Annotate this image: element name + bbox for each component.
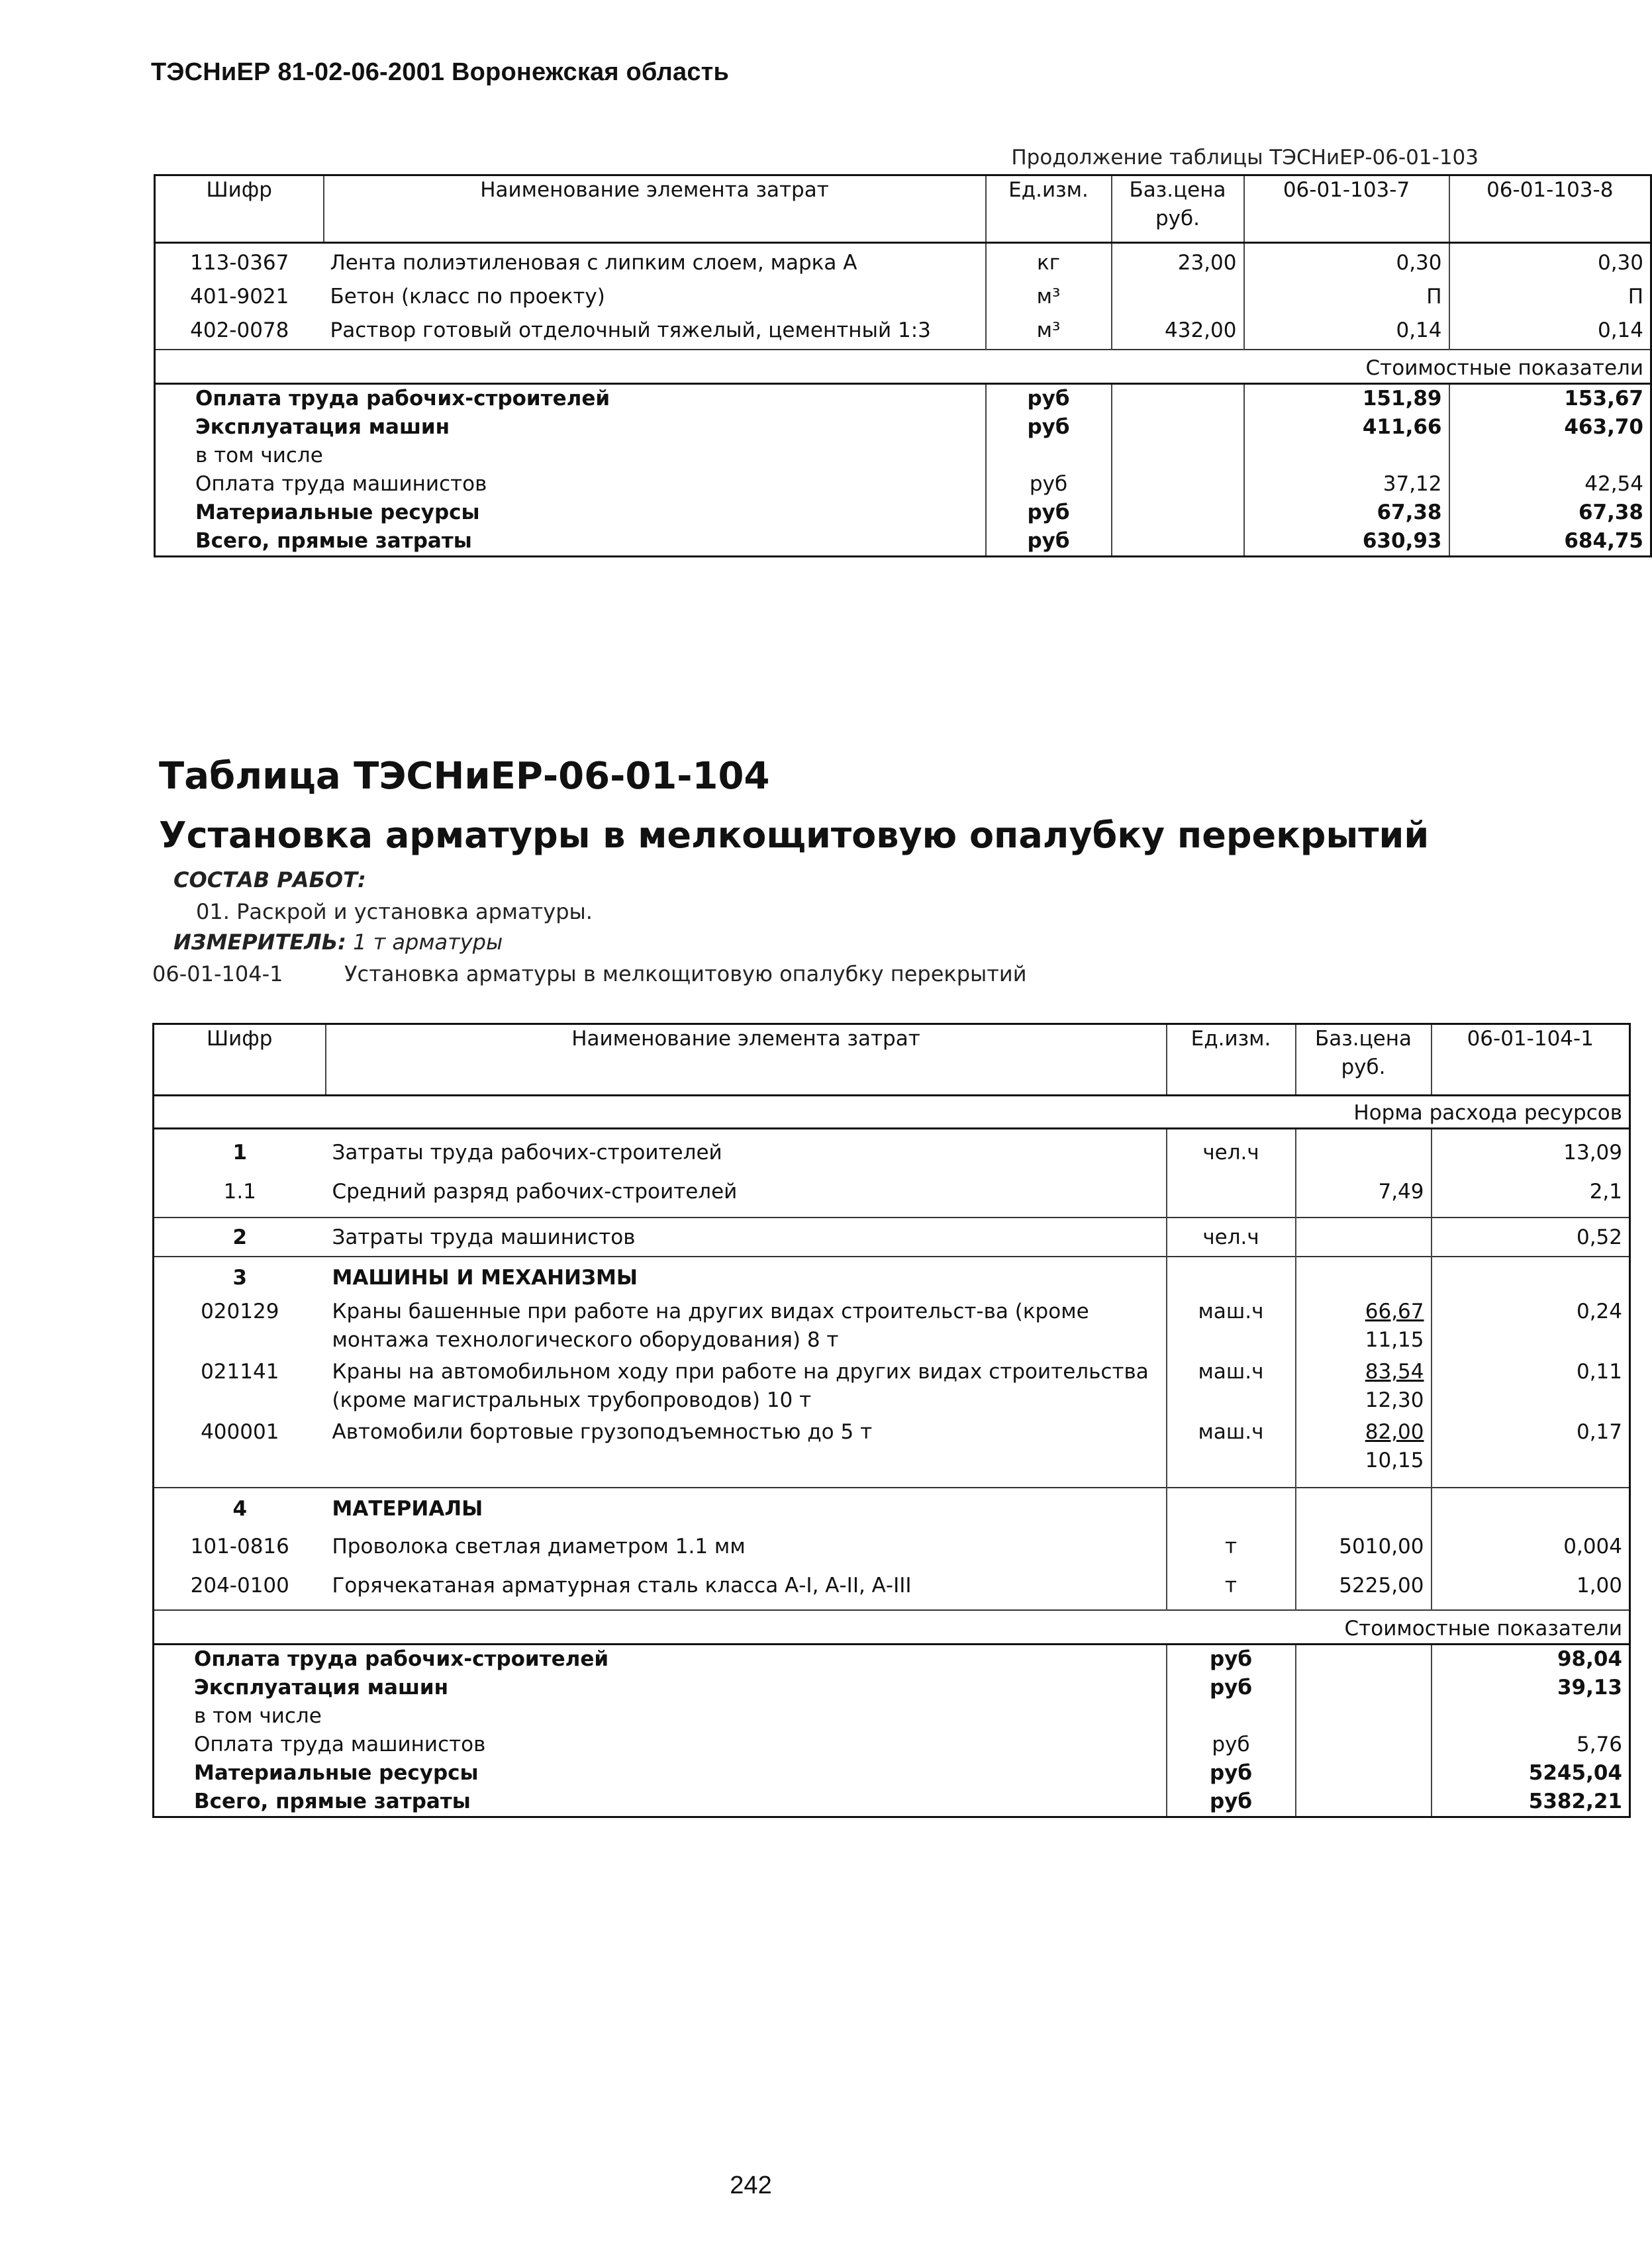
row-code: 402-0078 (190, 318, 289, 342)
row-code: 101-0816 (190, 1535, 289, 1558)
col-header-name: Наименование элемента затрат (326, 1024, 1167, 1096)
summary-label: в том числе (155, 442, 986, 470)
table-title: Таблица ТЭСНиЕР-06-01-104 (159, 755, 770, 798)
row-price (1112, 277, 1244, 311)
summary-unit: руб (986, 527, 1112, 557)
row-unit: маш.ч (1167, 1292, 1296, 1355)
summary-value-1: 151,89 (1244, 384, 1449, 414)
row-unit: м³ (986, 311, 1112, 350)
summary-unit: руб (986, 384, 1112, 414)
work-composition-label: СОСТАВ РАБОТ: (173, 867, 366, 892)
table-row (155, 243, 1651, 278)
row-unit: м³ (986, 277, 1112, 311)
row-name: Средний разряд рабочих-строителей (326, 1167, 1167, 1218)
table-06-01-103-continuation (154, 174, 1652, 557)
summary-value-2: 42,54 (1584, 472, 1643, 496)
row-name: Лента полиэтиленовая с липким слоем, марка А (324, 243, 986, 278)
cost-indicators-band (154, 1610, 1630, 1645)
summary-row (155, 499, 1651, 527)
row-name: Раствор готовый отделочный тяжелый, цементный 1:3 (324, 311, 986, 350)
item-code: 06-01-104-1 (152, 961, 283, 986)
summary-label: Эксплуатация машин (154, 1674, 1167, 1702)
row-code: 1 (232, 1141, 248, 1165)
row-price: 5010,00 (1296, 1523, 1432, 1561)
summary-value-2: 153,67 (1564, 387, 1643, 410)
col-header-variant-1: 06-01-104-1 (1432, 1024, 1630, 1096)
row-price-base: 66,67 (1365, 1300, 1424, 1323)
summary-unit: руб (1167, 1759, 1296, 1788)
row-code: 3 (154, 1257, 326, 1292)
row-value: 0,24 (1576, 1300, 1622, 1323)
row-unit: маш.ч (1167, 1415, 1296, 1488)
summary-value: 39,13 (1557, 1676, 1622, 1699)
section-header-materials (154, 1488, 1630, 1523)
summary-label: Оплата труда машинистов (154, 1731, 1167, 1759)
row-value-1: 0,30 (1244, 243, 1449, 278)
row-price-labor: 11,15 (1365, 1328, 1424, 1352)
table-row (154, 1523, 1630, 1561)
row-unit: чел.ч (1167, 1129, 1296, 1168)
item-description: Установка арматуры в мелкощитовую опалубку перекрытий (344, 961, 1027, 986)
col-header-code: Шифр (155, 175, 324, 243)
summary-value-2: 463,70 (1564, 415, 1643, 439)
meter-line (173, 930, 503, 955)
row-value: 1,00 (1576, 1574, 1622, 1598)
table-row (154, 1415, 1630, 1488)
row-name: Краны на автомобильном ходу при работе на других видах строительства (кроме магистральных трубопроводов) 10 т (326, 1355, 1167, 1415)
table-header-row (154, 1024, 1630, 1096)
table-06-01-104 (152, 1023, 1631, 1818)
table-subtitle: Установка арматуры в мелкощитовую опалубку перекрытий (159, 814, 1430, 856)
row-price (1296, 1415, 1432, 1488)
cost-indicators-label: Стоимостные показатели (155, 350, 1651, 384)
summary-value-2: 67,38 (1578, 501, 1643, 524)
row-value-2: 0,14 (1597, 318, 1643, 342)
col-header-code: Шифр (154, 1024, 326, 1096)
row-unit: маш.ч (1167, 1355, 1296, 1415)
table-row (154, 1355, 1630, 1415)
section-header-machines (154, 1257, 1630, 1292)
summary-row (154, 1674, 1630, 1702)
row-price-labor: 10,15 (1365, 1449, 1424, 1472)
col-header-unit: Ед.изм. (1167, 1024, 1296, 1096)
resource-norm-band (154, 1096, 1630, 1129)
summary-unit: руб (986, 499, 1112, 527)
row-price (1296, 1129, 1432, 1168)
row-name: Затраты труда машинистов (326, 1218, 1167, 1257)
summary-label: Оплата труда машинистов (155, 470, 986, 499)
row-name: Горячекатаная арматурная сталь класса А-I, А-II, А-III (326, 1561, 1167, 1610)
row-name: Бетон (класс по проекту) (324, 277, 986, 311)
row-unit: т (1167, 1561, 1296, 1610)
row-price-labor: 12,30 (1365, 1388, 1424, 1412)
table-continuation-note: Продолжение таблицы ТЭСНиЕР-06-01-103 (1011, 146, 1479, 169)
row-code: 4 (154, 1488, 326, 1523)
row-code: 021141 (201, 1360, 279, 1384)
col-header-variant-1: 06-01-103-7 (1244, 175, 1449, 243)
summary-value-1: 411,66 (1244, 413, 1449, 442)
col-header-unit: Ед.изм. (986, 175, 1112, 243)
meter-value: 1 т арматуры (353, 930, 503, 955)
row-name: Автомобили бортовые грузоподъемностью до 5 т (326, 1415, 1167, 1488)
summary-row (154, 1731, 1630, 1759)
row-code: 400001 (201, 1420, 279, 1444)
row-price (1296, 1218, 1432, 1257)
row-unit: кг (986, 243, 1112, 278)
summary-row (155, 527, 1651, 557)
summary-row (155, 442, 1651, 470)
summary-row (154, 1788, 1630, 1817)
row-price-base: 82,00 (1365, 1420, 1424, 1444)
col-header-name: Наименование элемента затрат (324, 175, 986, 243)
work-composition-item: 01. Раскрой и установка арматуры. (196, 899, 593, 924)
row-code: 2 (154, 1218, 326, 1257)
row-value-1: 0,14 (1244, 311, 1449, 350)
summary-value-1: 37,12 (1244, 470, 1449, 499)
row-code: 401-9021 (190, 285, 289, 309)
row-name: МАТЕРИАЛЫ (326, 1488, 1167, 1523)
summary-label: Оплата труда рабочих-строителей (155, 384, 986, 414)
row-name: Проволока светлая диаметром 1.1 мм (326, 1523, 1167, 1561)
row-code: 204-0100 (190, 1574, 289, 1598)
row-price: 23,00 (1112, 243, 1244, 278)
row-value-2: 0,30 (1597, 251, 1643, 275)
summary-label: Эксплуатация машин (155, 413, 986, 442)
summary-value: 5245,04 (1528, 1761, 1622, 1785)
page-header-title: ТЭСНиЕР 81-02-06-2001 Воронежская область (151, 58, 730, 86)
summary-row (155, 470, 1651, 499)
table-row (154, 1561, 1630, 1610)
row-price: 5225,00 (1296, 1561, 1432, 1610)
row-code: 113-0367 (190, 251, 289, 275)
row-unit: т (1167, 1523, 1296, 1561)
meter-label: ИЗМЕРИТЕЛЬ: (173, 930, 346, 955)
summary-value: 5,76 (1576, 1733, 1622, 1756)
row-value: 0,11 (1576, 1360, 1622, 1384)
row-value: 0,004 (1563, 1535, 1622, 1558)
row-price (1296, 1292, 1432, 1355)
row-code: 1.1 (223, 1180, 256, 1204)
table-row (154, 1292, 1630, 1355)
cost-indicators-label: Стоимостные показатели (154, 1610, 1630, 1645)
summary-label: Всего, прямые затраты (154, 1788, 1167, 1817)
summary-label: Всего, прямые затраты (155, 527, 986, 557)
summary-label: Оплата труда рабочих-строителей (154, 1645, 1167, 1674)
row-code: 020129 (201, 1300, 279, 1323)
row-unit: чел.ч (1167, 1218, 1296, 1257)
summary-value-1: 67,38 (1244, 499, 1449, 527)
summary-row (155, 384, 1651, 414)
summary-row (154, 1702, 1630, 1731)
row-name: Краны башенные при работе на других видах строительст-ва (кроме монтажа технологического оборудования) 8 т (326, 1292, 1167, 1355)
summary-unit: руб (1167, 1788, 1296, 1817)
summary-unit: руб (1167, 1674, 1296, 1702)
row-name: МАШИНЫ И МЕХАНИЗМЫ (326, 1257, 1167, 1292)
cost-indicators-band (155, 350, 1651, 384)
table-row (154, 1167, 1630, 1218)
row-price (1296, 1355, 1432, 1415)
summary-unit: руб (1167, 1731, 1296, 1759)
summary-unit: руб (1167, 1645, 1296, 1674)
table-row (155, 311, 1651, 350)
table-row (154, 1218, 1630, 1257)
summary-value-2: 684,75 (1564, 529, 1643, 553)
summary-row (154, 1759, 1630, 1788)
row-value: 13,09 (1563, 1141, 1622, 1165)
table-row (154, 1129, 1630, 1168)
summary-unit: руб (986, 470, 1112, 499)
row-price: 7,49 (1296, 1167, 1432, 1218)
row-price: 432,00 (1112, 311, 1244, 350)
col-header-price: Баз.цена руб. (1296, 1024, 1432, 1096)
row-value: 0,17 (1576, 1420, 1622, 1444)
resource-norm-label: Норма расхода ресурсов (154, 1096, 1630, 1129)
table-row (155, 277, 1651, 311)
row-value-1: П (1244, 277, 1449, 311)
row-value: 0,52 (1432, 1218, 1630, 1257)
row-value-2: П (1628, 285, 1643, 309)
row-price-base: 83,54 (1365, 1360, 1424, 1384)
table-header-row (155, 175, 1651, 243)
col-header-variant-2: 06-01-103-8 (1449, 175, 1651, 243)
row-name: Затраты труда рабочих-строителей (326, 1129, 1167, 1168)
summary-row (155, 413, 1651, 442)
summary-label: Материальные ресурсы (154, 1759, 1167, 1788)
summary-unit: руб (986, 413, 1112, 442)
summary-label: Материальные ресурсы (155, 499, 986, 527)
row-unit (1167, 1167, 1296, 1218)
summary-value: 5382,21 (1528, 1790, 1622, 1813)
summary-row (154, 1645, 1630, 1674)
summary-label: в том числе (154, 1702, 1167, 1731)
page-number: 242 (730, 2172, 772, 2199)
summary-value-1: 630,93 (1244, 527, 1449, 557)
col-header-price: Баз.цена руб. (1112, 175, 1244, 243)
row-value: 2,1 (1589, 1180, 1622, 1204)
summary-value: 98,04 (1557, 1647, 1622, 1671)
